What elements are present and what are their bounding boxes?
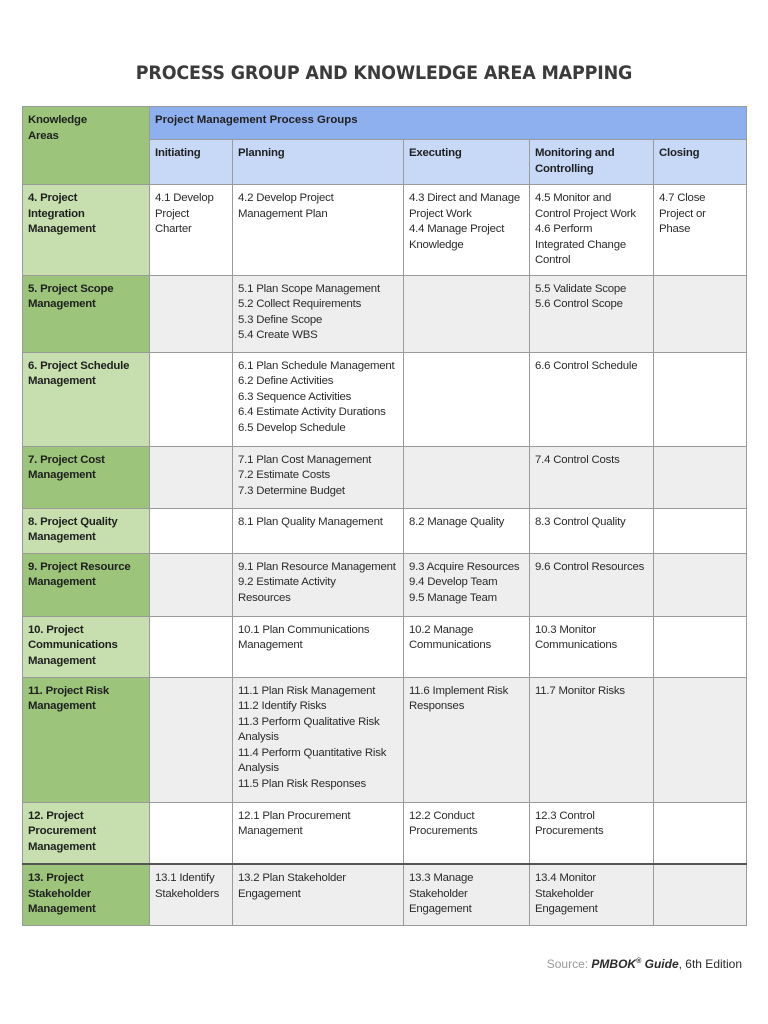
process-list: 8.2 Manage Quality xyxy=(409,515,505,528)
process-list: 4.7 Close Project or Phase xyxy=(659,192,706,235)
process-cell-monitoring xyxy=(530,677,654,802)
process-cell-planning xyxy=(233,446,404,508)
process-list: 11.1 Plan Risk Management 11.2 Identify Risks 11.3 Perform Qualitative Risk Analysis 11.4 Perform Quantitative Risk Analysis 11.5 Plan Risk Responses xyxy=(238,684,387,790)
table-row xyxy=(23,446,747,508)
table-row xyxy=(23,677,747,802)
column-header-planning: Planning xyxy=(233,140,404,185)
process-list: 7.1 Plan Cost Management 7.2 Estimate Costs 7.3 Determine Budget xyxy=(238,453,372,497)
process-cell-planning xyxy=(233,275,404,352)
table-row xyxy=(23,553,747,616)
table-row xyxy=(23,508,747,553)
process-list: 7.4 Control Costs xyxy=(535,453,620,466)
process-cell-planning xyxy=(233,185,404,276)
process-cell-closing xyxy=(654,864,747,925)
process-cell-monitoring xyxy=(530,185,654,276)
knowledge-area-label: 9. Project Resource Management xyxy=(28,560,131,588)
process-cell-initiating xyxy=(150,275,233,352)
knowledge-area-cell xyxy=(23,508,150,553)
process-list: 4.2 Develop Project Management Plan xyxy=(238,192,334,220)
column-header-initiating: Initiating xyxy=(150,140,233,185)
knowledge-area-cell xyxy=(23,446,150,508)
source-guide-name: PMBOK® Guide xyxy=(591,957,679,971)
table-row xyxy=(23,185,747,276)
process-cell-planning xyxy=(233,553,404,616)
process-list: 11.7 Monitor Risks xyxy=(535,684,625,697)
knowledge-area-label: 4. Project Integration Management xyxy=(28,192,96,235)
process-list: 9.6 Control Resources xyxy=(535,560,645,573)
knowledge-area-label: 11. Project Risk Management xyxy=(28,684,110,712)
knowledge-area-cell xyxy=(23,553,150,616)
knowledge-area-cell xyxy=(23,802,150,864)
process-list: 4.1 Develop Project Charter xyxy=(155,192,214,235)
process-cell-initiating xyxy=(150,352,233,446)
process-cell-closing xyxy=(654,446,747,508)
process-cell-monitoring xyxy=(530,275,654,352)
process-cell-initiating xyxy=(150,677,233,802)
process-cell-monitoring xyxy=(530,352,654,446)
process-list: 9.3 Acquire Resources 9.4 Develop Team 9.5 Manage Team xyxy=(409,560,520,604)
process-cell-initiating xyxy=(150,802,233,864)
process-cell-planning xyxy=(233,352,404,446)
process-list: 10.2 Manage Communications xyxy=(409,623,492,651)
table-row xyxy=(23,352,747,446)
process-cell-closing xyxy=(654,275,747,352)
process-list: 13.2 Plan Stakeholder Engagement xyxy=(238,872,346,900)
process-list: 13.4 Monitor Stakeholder Engagement xyxy=(535,872,598,915)
process-list: 6.6 Control Schedule xyxy=(535,359,638,372)
knowledge-areas-header-label: Knowledge Areas xyxy=(28,114,87,142)
knowledge-area-cell xyxy=(23,352,150,446)
process-knowledge-table xyxy=(22,106,747,926)
process-cell-monitoring xyxy=(530,508,654,553)
column-header-executing: Executing xyxy=(404,140,530,185)
column-header-monitoring: Monitoring and Controlling xyxy=(530,140,654,185)
process-cell-closing xyxy=(654,677,747,802)
process-cell-planning xyxy=(233,864,404,925)
knowledge-area-label: 7. Project Cost Management xyxy=(28,453,105,481)
process-list: 12.1 Plan Procurement Management xyxy=(238,809,351,837)
source-label: Source: xyxy=(546,957,589,971)
process-cell-planning xyxy=(233,802,404,864)
process-cell-initiating xyxy=(150,616,233,677)
source-citation xyxy=(547,957,742,971)
table-row xyxy=(23,802,747,864)
process-list: 13.1 Identify Stakeholders xyxy=(155,872,220,900)
process-cell-initiating xyxy=(150,508,233,553)
knowledge-area-label: 8. Project Quality Management xyxy=(28,515,118,543)
process-list: 8.1 Plan Quality Management xyxy=(238,515,383,528)
process-list: 6.1 Plan Schedule Management 6.2 Define Activities 6.3 Sequence Activities 6.4 Estimate Activity Durations 6.5 Develop Schedule xyxy=(238,359,395,434)
knowledge-area-cell xyxy=(23,677,150,802)
process-list: 4.3 Direct and Manage Project Work 4.4 Manage Project Knowledge xyxy=(409,192,521,251)
table-row xyxy=(23,864,747,925)
process-cell-planning xyxy=(233,677,404,802)
process-cell-executing xyxy=(404,446,530,508)
knowledge-area-cell xyxy=(23,275,150,352)
knowledge-area-cell xyxy=(23,616,150,677)
process-cell-initiating xyxy=(150,446,233,508)
process-groups-header: Project Management Process Groups xyxy=(150,107,747,140)
process-cell-executing xyxy=(404,352,530,446)
page-title: PROCESS GROUP AND KNOWLEDGE AREA MAPPING xyxy=(135,62,633,84)
process-list: 4.5 Monitor and Control Project Work 4.6 Perform Integrated Change Control xyxy=(535,192,636,266)
knowledge-area-label: 5. Project Scope Management xyxy=(28,282,114,310)
process-cell-executing xyxy=(404,275,530,352)
process-cell-initiating xyxy=(150,185,233,276)
process-cell-closing xyxy=(654,616,747,677)
source-edition: , 6th Edition xyxy=(678,957,742,971)
knowledge-area-label: 10. Project Communications Management xyxy=(28,623,118,667)
knowledge-areas-header xyxy=(23,107,150,185)
process-cell-executing xyxy=(404,802,530,864)
process-list: 5.5 Validate Scope 5.6 Control Scope xyxy=(535,282,627,310)
process-list: 9.1 Plan Resource Management 9.2 Estimate Activity Resources xyxy=(238,560,396,604)
process-list: 10.1 Plan Communications Management xyxy=(238,623,370,651)
process-cell-closing xyxy=(654,352,747,446)
process-list: 8.3 Control Quality xyxy=(535,515,626,528)
process-cell-executing xyxy=(404,677,530,802)
process-list: 12.3 Control Procurements xyxy=(535,809,604,837)
process-cell-executing xyxy=(404,616,530,677)
process-list: 10.3 Monitor Communications xyxy=(535,623,618,651)
process-cell-executing xyxy=(404,185,530,276)
knowledge-area-cell xyxy=(23,864,150,925)
process-cell-planning xyxy=(233,508,404,553)
process-cell-initiating xyxy=(150,553,233,616)
knowledge-area-label: 13. Project Stakeholder Management xyxy=(28,872,96,915)
process-list: 13.3 Manage Stakeholder Engagement xyxy=(409,872,474,915)
table-row xyxy=(23,275,747,352)
process-cell-monitoring xyxy=(530,802,654,864)
table-row xyxy=(23,616,747,677)
knowledge-area-label: 6. Project Schedule Management xyxy=(28,359,130,387)
process-cell-closing xyxy=(654,185,747,276)
process-cell-closing xyxy=(654,802,747,864)
process-cell-closing xyxy=(654,553,747,616)
process-cell-executing xyxy=(404,553,530,616)
table-body xyxy=(23,185,747,926)
process-list: 5.1 Plan Scope Management 5.2 Collect Requirements 5.3 Define Scope 5.4 Create WBS xyxy=(238,282,380,341)
process-list: 11.6 Implement Risk Responses xyxy=(409,684,509,712)
process-cell-monitoring xyxy=(530,616,654,677)
process-cell-executing xyxy=(404,864,530,925)
process-cell-planning xyxy=(233,616,404,677)
knowledge-area-cell xyxy=(23,185,150,276)
process-cell-initiating xyxy=(150,864,233,925)
knowledge-area-label: 12. Project Procurement Management xyxy=(28,809,97,853)
process-cell-executing xyxy=(404,508,530,553)
process-cell-monitoring xyxy=(530,864,654,925)
process-cell-monitoring xyxy=(530,446,654,508)
column-header-closing: Closing xyxy=(654,140,747,185)
process-list: 12.2 Conduct Procurements xyxy=(409,809,478,837)
process-cell-monitoring xyxy=(530,553,654,616)
process-cell-closing xyxy=(654,508,747,553)
